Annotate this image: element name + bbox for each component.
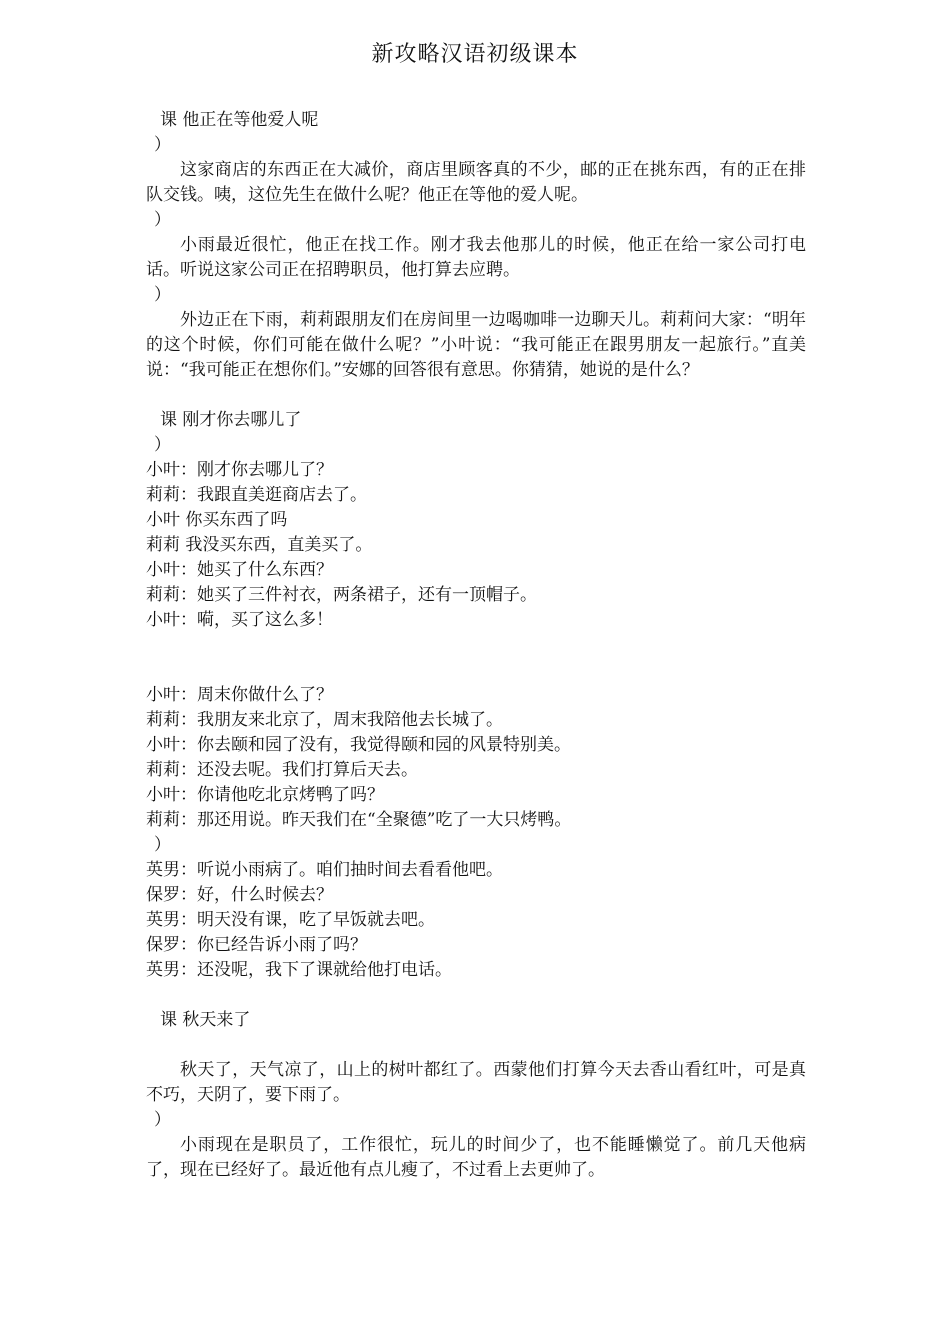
dialog-line: 莉莉：还没去呢。我们打算后天去。 [146,760,418,780]
dialog-line: 小叶：嗬，买了这么多！ [146,610,333,630]
section-marker: ） [154,835,171,855]
dialog-line: 莉莉：那还用说。昨天我们在“全聚德”吃了一大只烤鸭。 [146,810,572,830]
dialog-line: 莉莉 我没买东西，直美买了。 [146,535,373,555]
dialog-line: 英男：明天没有课，吃了早饭就去吧。 [146,910,435,930]
dialog-line: 小叶：周末你做什么了？ [146,685,333,705]
dialog-1 [146,458,806,633]
dialog-line: 莉莉：我朋友来北京了，周末我陪他去长城了。 [146,710,503,730]
dialog-line: 英男：还没呢，我下了课就给他打电话。 [146,960,452,980]
spacer [146,383,806,408]
lesson-3-paragraph-1: 秋天了，天气凉了，山上的树叶都红了。西蒙他们打算今天去香山看红叶，可是真不巧，天阴了，要下雨了。 [146,1060,806,1105]
spacer [146,1033,806,1058]
dialog-line: 小叶：你请他吃北京烤鸭了吗？ [146,785,384,805]
lesson-3 [146,1008,806,1183]
lesson-1 [146,108,806,383]
section-marker: ） [154,1110,171,1130]
dialog-2 [146,683,806,833]
dialog-line: 莉莉：我跟直美逛商店去了。 [146,485,367,505]
dialog-line: 保罗：你已经告诉小雨了吗？ [146,935,367,955]
lesson-1-paragraph-2: 小雨最近很忙，他正在找工作。刚才我去他那儿的时候，他正在给一家公司打电话。听说这家公司正在招聘职员，他打算去应聘。 [146,235,806,280]
section-marker: ） [154,210,171,230]
dialog-line: 保罗：好，什么时候去？ [146,885,333,905]
document-title: 新攻略汉语初级课本 [371,42,579,67]
dialog-line: 小叶：刚才你去哪儿了？ [146,460,333,480]
section-marker: ） [154,435,171,455]
section-marker: ） [154,135,171,155]
lesson-3-heading: 课 秋天来了 [160,1010,251,1030]
dialog-line: 小叶：她买了什么东西？ [146,560,333,580]
document-body [146,108,806,1183]
dialog-line: 小叶 你买东西了吗 [146,510,288,530]
lesson-2-heading: 课 刚才你去哪儿了 [160,410,302,430]
lesson-1-paragraph-3: 外边正在下雨，莉莉跟朋友们在房间里一边喝咖啡一边聊天儿。莉莉问大家：“明年的这个时候，你们可能在做什么呢？”小叶说：“我可能正在跟男朋友一起旅行。”直美说：“我可能正在想你们。”安娜的回答很有意思。你猜猜，她说的是什么？ [146,310,806,380]
section-marker: ） [154,285,171,305]
lesson-1-paragraph-1: 这家商店的东西正在大减价，商店里顾客真的不少，邮的正在挑东西，有的正在排队交钱。咦，这位先生在做什么呢？他正在等他的爱人呢。 [146,160,806,205]
lesson-1-heading: 课 他正在等他爱人呢 [160,110,319,130]
spacer [146,983,806,1008]
dialog-line: 莉莉：她买了三件衬衣，两条裙子，还有一顶帽子。 [146,585,537,605]
lesson-3-paragraph-2: 小雨现在是职员了，工作很忙，玩儿的时间少了，也不能睡懒觉了。前几天他病了，现在已经好了。最近他有点儿瘦了，不过看上去更帅了。 [146,1135,806,1180]
dialog-line: 小叶：你去颐和园了没有，我觉得颐和园的风景特别美。 [146,735,571,755]
dialog-3 [146,858,806,983]
lesson-2 [146,408,806,983]
spacer [146,633,806,683]
dialog-line: 英男：听说小雨病了。咱们抽时间去看看他吧。 [146,860,503,880]
